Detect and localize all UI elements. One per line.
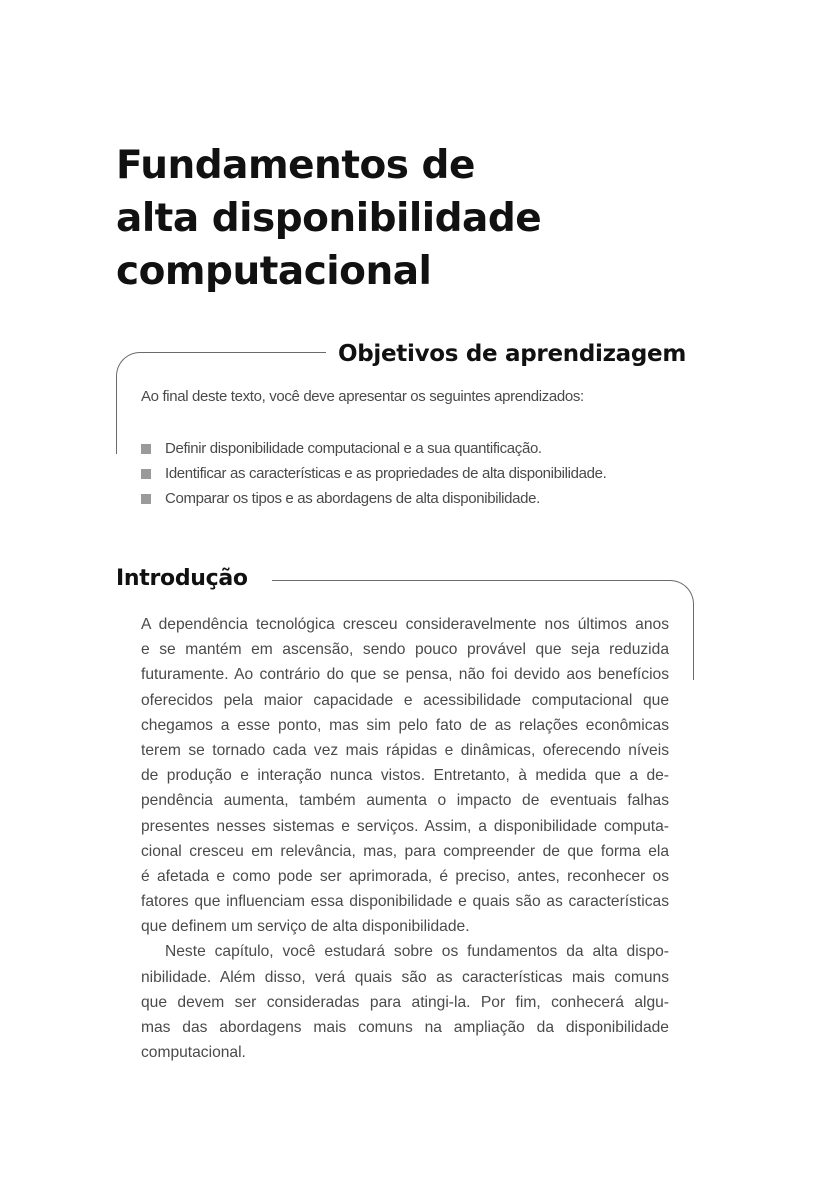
- text-line: terem se tornado cada vez mais rápidas e dinâmicas, oferecendo níveis: [141, 741, 669, 759]
- text-line: e se mantém em ascensão, sendo pouco provável que seja reduzida: [141, 641, 669, 659]
- square-bullet-icon: [141, 444, 151, 454]
- chapter-title: [116, 139, 541, 298]
- text-line: que definem um serviço de alta disponibilidade.: [141, 918, 470, 936]
- introduction-body: [141, 612, 669, 1065]
- square-bullet-icon: [141, 494, 151, 504]
- text-line: futuramente. Ao contrário do que se pensa, não foi devido aos benefícios: [141, 666, 669, 684]
- objective-text: Comparar os tipos e as abordagens de alta disponibilidade.: [165, 490, 540, 507]
- chapter-title-line: alta disponibilidade: [116, 196, 542, 241]
- text-line: Neste capítulo, você estudará sobre os fundamentos da alta dispo-: [165, 943, 669, 961]
- chapter-title-line: Fundamentos de: [116, 143, 475, 188]
- introduction-heading: Introdução: [116, 566, 248, 591]
- objective-item: [141, 486, 606, 511]
- text-line: oferecidos pela maior capacidade e acessibilidade computacional que: [141, 691, 669, 709]
- text-line: cional cresceu em relevância, mas, para compreender de que forma ela: [141, 842, 669, 860]
- text-line: que devem ser consideradas para atingi-la. Por fim, conhecerá algu-: [141, 993, 669, 1011]
- text-line: presentes nesses sistemas e serviços. Assim, a disponibilidade computa-: [141, 817, 669, 835]
- objectives-intro: Ao final deste texto, você deve apresentar os seguintes aprendizados:: [141, 388, 584, 405]
- text-line: A dependência tecnológica cresceu consideravelmente nos últimos anos: [141, 616, 669, 633]
- objective-text: Identificar as características e as propriedades de alta disponibilidade.: [165, 465, 607, 482]
- text-line: pendência aumenta, também aumenta o impacto de eventuais falhas: [141, 792, 669, 810]
- text-line: chegamos a esse ponto, mas sim pelo fato de as relações econômicas: [141, 716, 669, 734]
- square-bullet-icon: [141, 469, 151, 479]
- chapter-title-line: computacional: [116, 249, 432, 294]
- text-line: computacional.: [141, 1044, 246, 1062]
- paragraph: [141, 939, 669, 1065]
- text-line: nibilidade. Além disso, verá quais são as características mais comuns: [141, 968, 669, 986]
- text-line: é afetada e como pode ser aprimorada, é preciso, antes, reconhecer os: [141, 867, 669, 885]
- text-line: fatores que influenciam essa disponibilidade e quais são as características: [141, 893, 669, 911]
- objective-item: [141, 461, 606, 486]
- objective-item: [141, 436, 606, 461]
- objective-text: Definir disponibilidade computacional e a sua quantificação.: [165, 440, 542, 457]
- objectives-heading: Objetivos de aprendizagem: [338, 341, 687, 367]
- paragraph: [141, 612, 669, 939]
- text-line: de produção e interação nunca vistos. Entretanto, à medida que a de-: [141, 767, 669, 785]
- text-line: mas das abordagens mais comuns na ampliação da disponibilidade: [141, 1019, 669, 1036]
- objectives-list: [141, 436, 606, 511]
